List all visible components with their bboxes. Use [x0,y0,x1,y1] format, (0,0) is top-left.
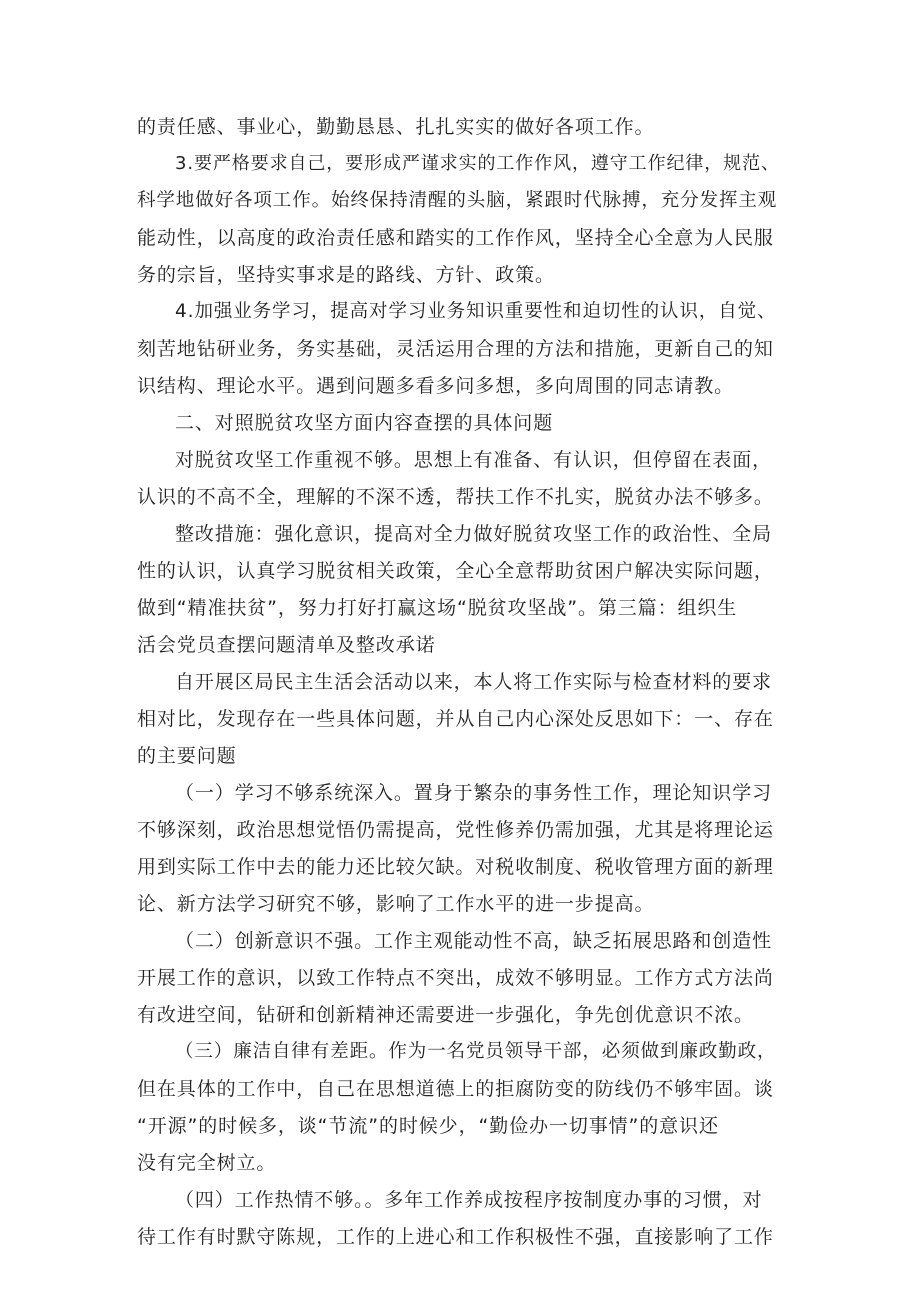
text-line: 能动性，以高度的政治责任感和踏实的工作作风，坚持全心全意为人民服 [137,227,774,249]
text-line: 3.要严格要求自己，要形成严谨求实的工作作风，遵守工作纪律，规范、 [175,153,780,174]
text-line: （二）创新意识不强。工作主观能动性不高，缺乏拓展思路和创造性 [175,930,773,952]
text-line: 用到实际工作中去的能力还比较欠缺。对税收制度、税收管理方面的新理 [137,856,774,878]
text-line: （四）工作热情不够。。多年工作养成按程序按制度办事的习惯，对 [175,1189,763,1211]
text-line: 活会党员查摆问题清单及整改承诺 [137,634,436,656]
text-line: （三）廉洁自律有差距。作为一名党员领导干部，必须做到廉政勤政， [175,1041,777,1062]
text-line: 刻苦地钻研业务，务实基础，灵活运用合理的方法和措施，更新自己的知 [137,338,774,360]
text-line: 论、新方法学习研究不够，影响了工作水平的进一步提高。 [137,893,655,915]
text-line: 的责任感、事业心，勤勤恳恳、扎扎实实的做好各项工作。 [137,116,655,138]
text-line: “开源”的时候多，谈“节流”的时候少，“勤俭办一切事情”的意识还 [137,1115,719,1137]
text-line: 认识的不高不全，理解的不深不透，帮扶工作不扎实，脱贫办法不够多。 [137,486,774,508]
text-line: 对脱贫攻坚工作重视不够。思想上有准备、有认识，但停留在表面， [175,449,773,471]
text-line: 整改措施：强化意识，提高对全力做好脱贫攻坚工作的政治性、全局 [175,523,773,545]
text-line: 自开展区局民主生活会活动以来，本人将工作实际与检查材料的要求 [175,671,773,693]
text-line: 的主要问题 [137,745,237,767]
text-line: 不够深刻，政治思想觉悟仍需提高，党性修养仍需加强，尤其是将理论运 [137,819,774,841]
text-line: 识结构、理论水平。遇到问题多看多问多想，多向周围的同志请教。 [137,375,735,397]
text-line: 务的宗旨，坚持实事求是的路线、方针、政策。 [137,264,555,286]
text-line: （一）学习不够系统深入。置身于繁杂的事务性工作，理论知识学习 [175,782,773,804]
text-line: 相对比，发现存在一些具体问题，并从自己内心深处反思如下：一、存在 [137,708,774,730]
section-heading: 二、对照脱贫攻坚方面内容查摆的具体问题 [175,412,554,434]
text-line: 性的认识，认真学习脱贫相关政策，全心全意帮助贫困户解决实际问题， [137,560,774,582]
text-line: 没有完全树立。 [137,1152,277,1174]
text-line: 科学地做好各项工作。始终保持清醒的头脑，紧跟时代脉搏，充分发挥主观 [137,190,778,211]
text-line: 待工作有时默守陈规，工作的上进心和工作积极性不强，直接影响了工作 [137,1226,774,1248]
text-line: 有改进空间，钻研和创新精神还需要进一步强化，争先创优意识不浓。 [137,1004,754,1026]
text-line: 4.加强业务学习，提高对学习业务知识重要性和迫切性的认识，自觉、 [175,301,777,322]
text-line: 做到“精准扶贫”，努力打好打赢这场“脱贫攻坚战”。第三篇：组织生 [137,597,738,619]
text-line: 开展工作的意识，以致工作特点不突出，成效不够明显。工作方式方法尚 [137,967,774,989]
text-line: 但在具体的工作中，自己在思想道德上的拒腐防变的防线仍不够牢固。谈 [137,1078,774,1100]
